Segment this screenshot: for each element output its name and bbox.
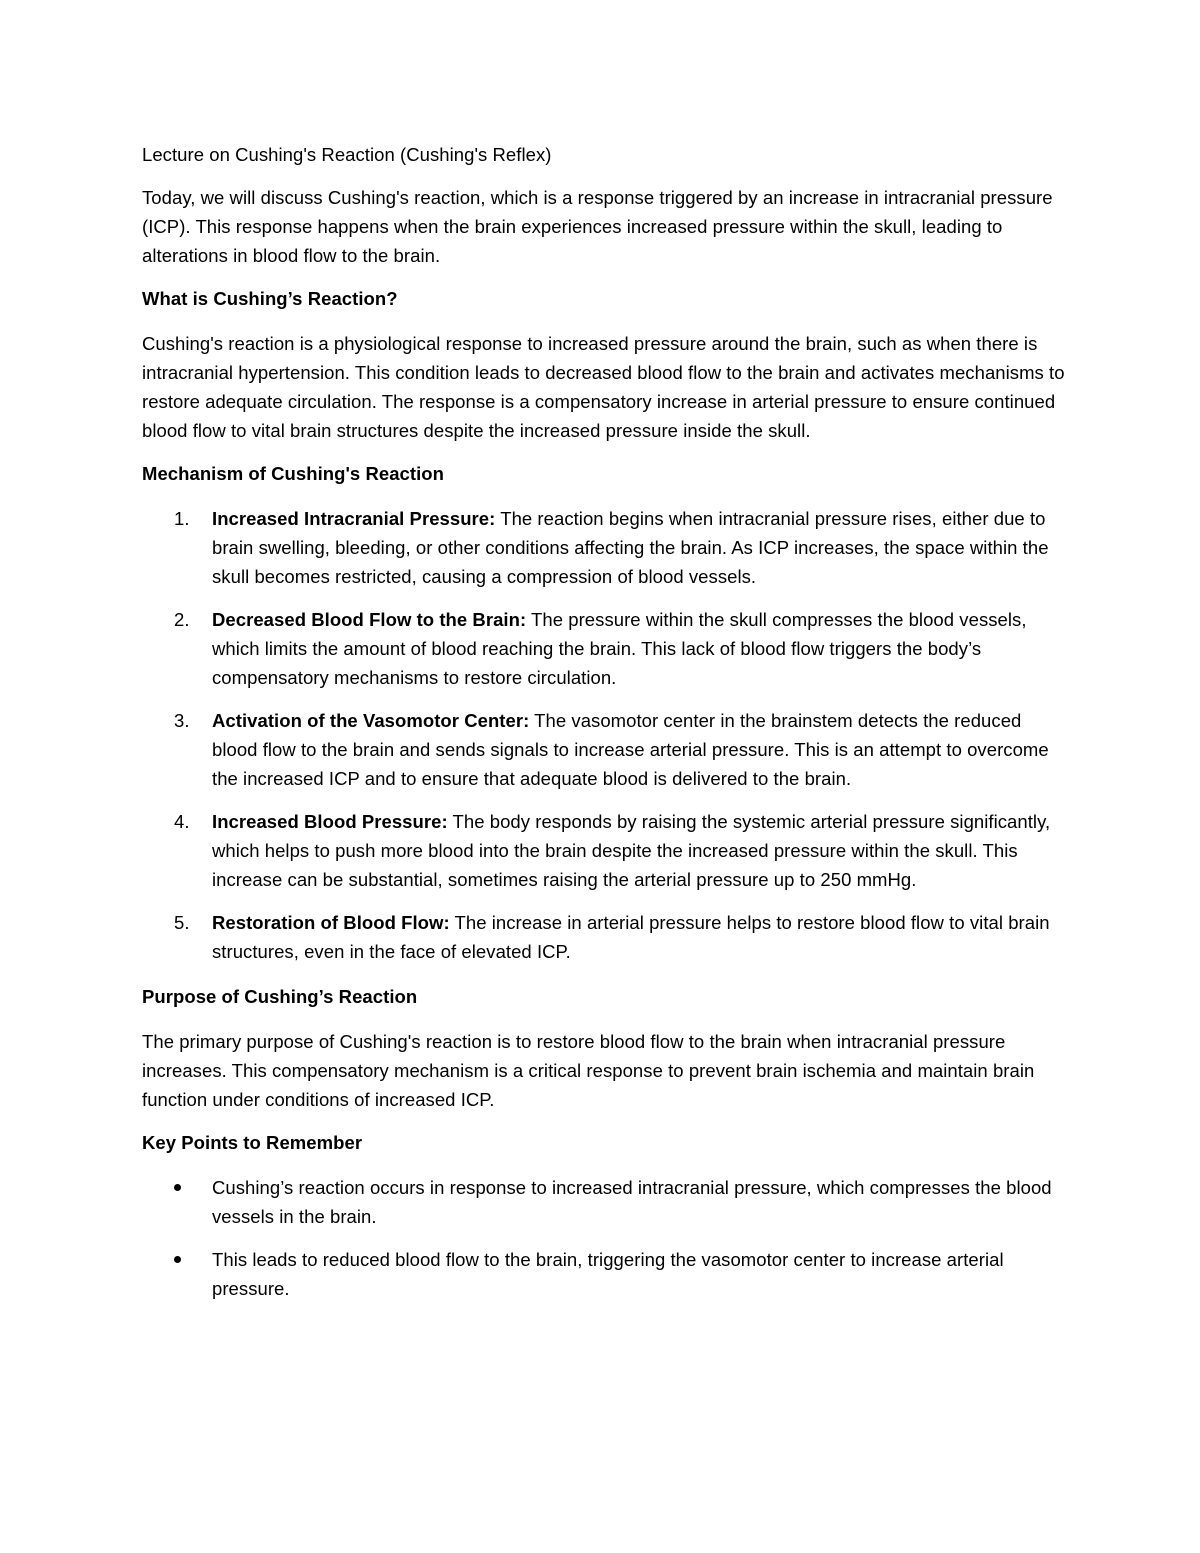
step-number: 5. xyxy=(174,912,190,933)
key-points-list xyxy=(142,1173,1067,1303)
bullet-icon xyxy=(174,1184,181,1191)
document-title: Lecture on Cushing's Reaction (Cushing's Reflex) xyxy=(142,144,552,165)
step-term: Decreased Blood Flow to the Brain: xyxy=(212,609,527,630)
step-text: The pressure within the skull compresses the blood vessels, which limits the amount of blood reaching the brain. This lack of blood flow triggers the body’s compensatory mechanisms to restore circulation. xyxy=(212,609,1027,688)
step-term: Activation of the Vasomotor Center: xyxy=(212,710,530,731)
step-text: The vasomotor center in the brainstem detects the reduced blood flow to the brain and sends signals to increase arterial pressure. This is an attempt to overcome the increased ICP and to ensure that adequate blood is delivered to the brain. xyxy=(212,710,1049,789)
section-heading-purpose: Purpose of Cushing’s Reaction xyxy=(142,986,418,1007)
step-text: The increase in arterial pressure helps to restore blood flow to vital brain structures, even in the face of elevated ICP. xyxy=(212,912,1050,962)
step-number: 2. xyxy=(174,609,190,630)
mechanism-step xyxy=(142,504,1067,591)
step-term: Restoration of Blood Flow: xyxy=(212,912,450,933)
bullet-icon xyxy=(174,1256,181,1263)
document-page xyxy=(142,140,1067,1317)
key-point-text: This leads to reduced blood flow to the brain, triggering the vasomotor center to increase arterial pressure. xyxy=(212,1249,1004,1299)
mechanism-step xyxy=(142,908,1067,966)
mechanism-step xyxy=(142,706,1067,793)
step-number: 1. xyxy=(174,508,190,529)
step-term: Increased Intracranial Pressure: xyxy=(212,508,496,529)
step-number: 3. xyxy=(174,710,190,731)
step-text: The reaction begins when intracranial pressure rises, either due to brain swelling, bleeding, or other conditions affecting the brain. As ICP increases, the space within the skull becomes restricted, causing a compression of blood vessels. xyxy=(212,508,1049,587)
step-term: Increased Blood Pressure: xyxy=(212,811,448,832)
mechanism-list xyxy=(142,504,1067,966)
mechanism-step xyxy=(142,605,1067,692)
intro-paragraph: Today, we will discuss Cushing's reaction, which is a response triggered by an increase in intracranial pressure (ICP). This response happens when the brain experiences increased pressure within the skull, leading to alterations in blood flow to the brain. xyxy=(142,187,1053,266)
purpose-paragraph: The primary purpose of Cushing's reaction is to restore blood flow to the brain when intracranial pressure increases. This compensatory mechanism is a critical response to prevent brain ischemia and maintain brain function under conditions of increased ICP. xyxy=(142,1031,1035,1110)
step-number: 4. xyxy=(174,811,190,832)
section-heading-key-points: Key Points to Remember xyxy=(142,1132,363,1153)
mechanism-step xyxy=(142,807,1067,894)
what-is-paragraph: Cushing's reaction is a physiological response to increased pressure around the brain, such as when there is intracranial hypertension. This condition leads to decreased blood flow to the brain and activates mechanisms to restore adequate circulation. The response is a compensatory increase in arterial pressure to ensure continued blood flow to vital brain structures despite the increased pressure inside the skull. xyxy=(142,333,1065,441)
key-point-item xyxy=(142,1173,1067,1231)
section-heading-mechanism: Mechanism of Cushing's Reaction xyxy=(142,463,444,484)
key-point-item xyxy=(142,1245,1067,1303)
step-text: The body responds by raising the systemic arterial pressure significantly, which helps to push more blood into the brain despite the increased pressure within the skull. This increase can be substantial, sometimes raising the arterial pressure up to 250 mmHg. xyxy=(212,811,1051,890)
key-point-text: Cushing’s reaction occurs in response to increased intracranial pressure, which compresses the blood vessels in the brain. xyxy=(212,1177,1052,1227)
section-heading-what-is: What is Cushing’s Reaction? xyxy=(142,288,398,309)
